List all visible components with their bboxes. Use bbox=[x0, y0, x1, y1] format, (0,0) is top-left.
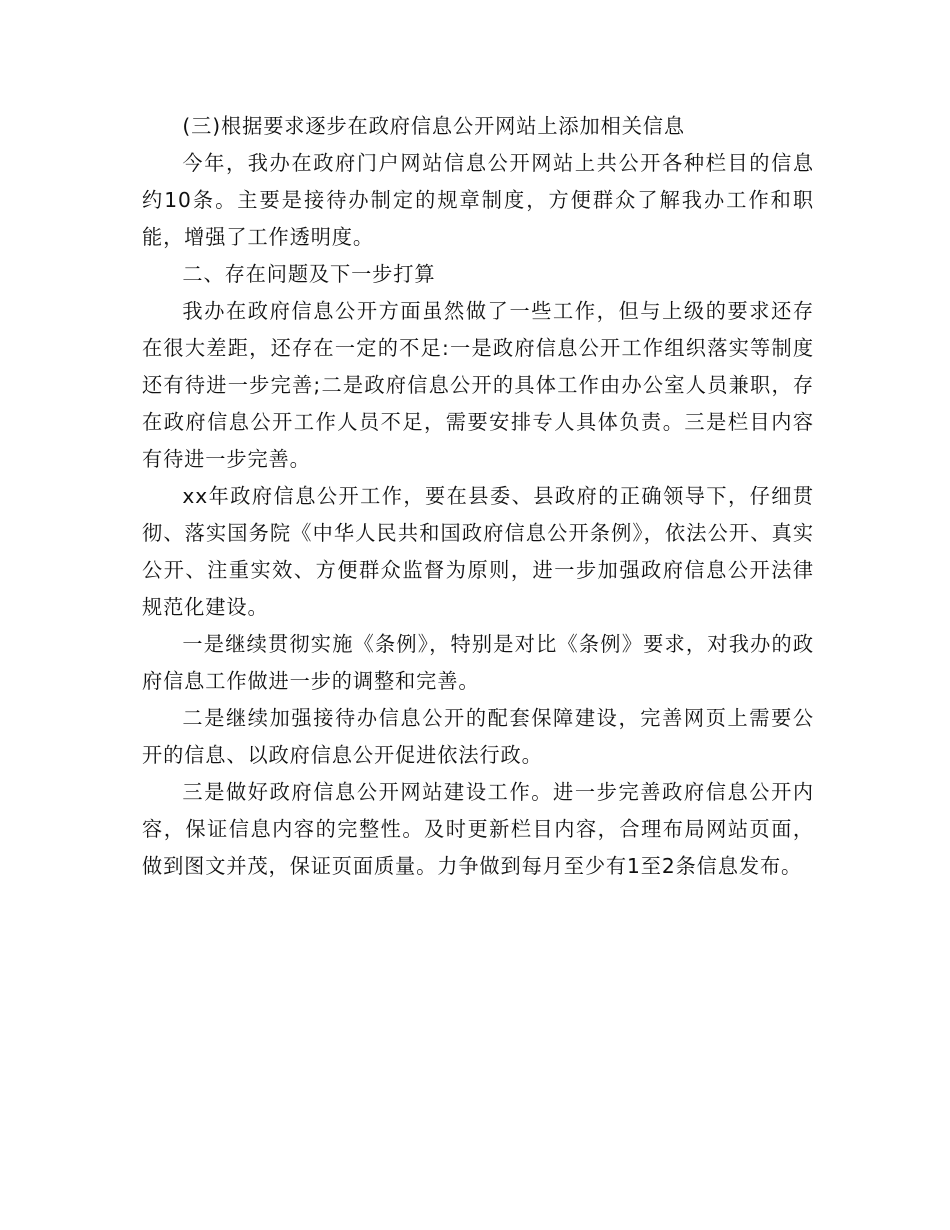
paragraph-disclosure-summary: 今年，我办在政府门户网站信息公开网站上共公开各种栏目的信息约10条。主要是接待办制定的规章制度，方便群众了解我办工作和职能，增强了工作透明度。 bbox=[142, 151, 814, 249]
paragraph-plan-item-1: 一是继续贯彻实施《条例》，特别是对比《条例》要求，对我办的政府信息工作做进一步的调整和完善。 bbox=[142, 632, 814, 693]
paragraph-plan-item-2: 二是继续加强接待办信息公开的配套保障建设，完善网页上需要公开的信息、以政府信息公开促进依法行政。 bbox=[142, 706, 814, 767]
paragraph-next-year-plan: xx年政府信息公开工作，要在县委、县政府的正确领导下，仔细贯彻、落实国务院《中华人民共和国政府信息公开条例》，依法公开、真实公开、注重实效、方便群众监督为原则，进一步加强政府信息公开法律规范化建设。 bbox=[142, 484, 814, 619]
paragraph-plan-item-3: 三是做好政府信息公开网站建设工作。进一步完善政府信息公开内容，保证信息内容的完整性。及时更新栏目内容，合理布局网站页面，做到图文并茂，保证页面质量。力争做到每月至少有1至2条信息发布。 bbox=[142, 780, 814, 878]
section-heading-2: 二、存在问题及下一步打算 bbox=[182, 262, 436, 286]
document-body bbox=[142, 108, 814, 885]
subsection-heading-3: (三)根据要求逐步在政府信息公开网站上添加相关信息 bbox=[182, 114, 685, 138]
paragraph-problems: 我办在政府信息公开方面虽然做了一些工作，但与上级的要求还存在很大差距，还存在一定的不足:一是政府信息公开工作组织落实等制度还有待进一步完善;二是政府信息公开的具体工作由办公室人员兼职，存在政府信息公开工作人员不足，需要安排专人具体负责。三是栏目内容有待进一步完善。 bbox=[142, 299, 814, 471]
